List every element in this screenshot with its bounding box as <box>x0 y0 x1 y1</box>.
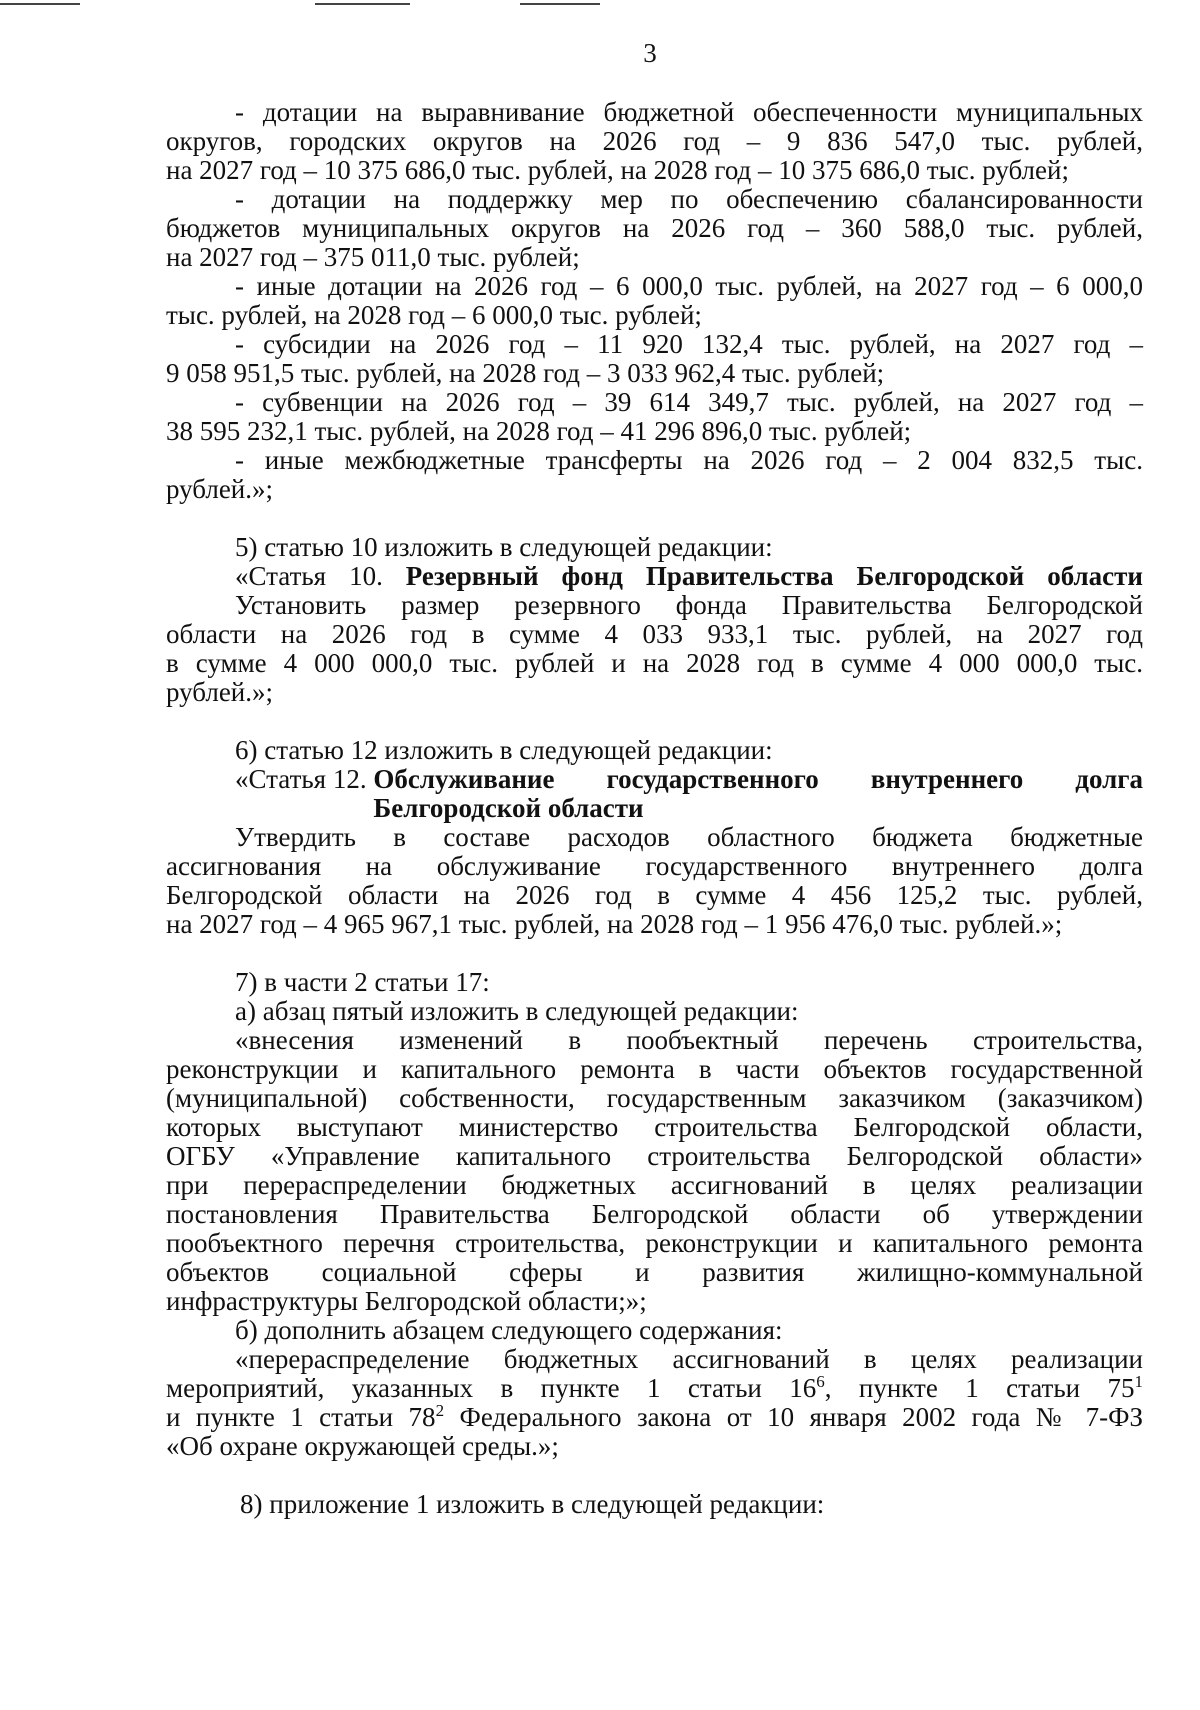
text-line: - иные межбюджетные трансферты на 2026 год – 2 004 832,5 тыс. <box>235 445 1143 475</box>
text-line: инфраструктуры Белгородской области;»; <box>166 1286 647 1316</box>
article-12-heading <box>166 765 1143 823</box>
text-line: которых выступают министерство строительства Белгородской области, <box>166 1112 1143 1142</box>
text-line: на 2027 год – 375 011,0 тыс. рублей; <box>166 242 580 272</box>
text-line: 9 058 951,5 тыс. рублей, на 2028 год – 3 033 962,4 тыс. рублей; <box>166 358 885 388</box>
paragraph-gap <box>166 1461 1143 1490</box>
text-line: 38 595 232,1 тыс. рублей, на 2028 год – 41 296 896,0 тыс. рублей; <box>166 416 912 446</box>
text-line: округов, городских округов на 2026 год – 9 836 547,0 тыс. рублей, <box>166 126 1143 156</box>
scan-edge-line <box>520 3 600 5</box>
scan-edge-line <box>0 3 80 5</box>
text-line: «Об охране окружающей среды.»; <box>166 1431 559 1461</box>
article-10-heading <box>166 562 1143 591</box>
text-line: «внесения изменений в пообъектный перечень строительства, <box>235 1025 1143 1055</box>
superscript: 6 <box>816 1372 825 1391</box>
scan-edge-line <box>315 3 410 5</box>
text-line: Утвердить в составе расходов областного бюджета бюджетные <box>235 822 1143 852</box>
amendment-item-6: 6) статью 12 изложить в следующей редакции: <box>235 735 773 765</box>
amendment-item-5: 5) статью 10 изложить в следующей редакции: <box>235 532 773 562</box>
paragraph-gap <box>166 504 1143 533</box>
text-line: на 2027 год – 10 375 686,0 тыс. рублей, на 2028 год – 10 375 686,0 тыс. рублей; <box>166 155 1069 185</box>
paragraph-gap <box>166 939 1143 968</box>
text-line-with-superscript <box>166 1403 1143 1432</box>
document-body <box>166 98 1143 1519</box>
superscript: 1 <box>1134 1372 1143 1391</box>
text-fragment: , пункте 1 статьи 75 <box>824 1373 1135 1403</box>
amendment-item-7a: а) абзац пятый изложить в следующей редакции: <box>235 996 799 1026</box>
text-line-with-superscripts <box>166 1374 1143 1403</box>
text-line: - субвенции на 2026 год – 39 614 349,7 тыс. рублей, на 2027 год – <box>235 387 1143 417</box>
article-12-title-line: Обслуживание государственного внутреннего долга <box>373 764 1143 794</box>
text-line: на 2027 год – 4 965 967,1 тыс. рублей, на 2028 год – 1 956 476,0 тыс. рублей.»; <box>166 909 1063 939</box>
text-line: бюджетов муниципальных округов на 2026 год – 360 588,0 тыс. рублей, <box>166 213 1143 243</box>
paragraph-gap <box>166 707 1143 736</box>
text-line: реконструкции и капитального ремонта в части объектов государственной <box>166 1054 1143 1084</box>
text-line: - дотации на выравнивание бюджетной обеспеченности муниципальных <box>235 97 1143 127</box>
text-line: при перераспределении бюджетных ассигнований в целях реализации <box>166 1170 1143 1200</box>
article-12-title <box>373 765 1143 823</box>
amendment-item-7b: б) дополнить абзацем следующего содержания: <box>235 1315 783 1345</box>
amendment-item-7: 7) в части 2 статьи 17: <box>235 967 490 997</box>
text-line: постановления Правительства Белгородской области об утверждении <box>166 1199 1143 1229</box>
text-line: Белгородской области на 2026 год в сумме 4 456 125,2 тыс. рублей, <box>166 880 1143 910</box>
text-line: объектов социальной сферы и развития жилищно-коммунальной <box>166 1257 1143 1287</box>
text-fragment: мероприятий, указанных в пункте 1 статьи 16 <box>166 1373 817 1403</box>
superscript: 2 <box>435 1401 445 1420</box>
text-fragment: и пункте 1 статьи 78 <box>166 1402 436 1432</box>
text-line: в сумме 4 000 000,0 тыс. рублей и на 2028 год в сумме 4 000 000,0 тыс. <box>166 648 1143 678</box>
text-line: области на 2026 год в сумме 4 033 933,1 тыс. рублей, на 2027 год <box>166 619 1143 649</box>
page-number: 3 <box>643 38 657 68</box>
article-10-title: Резервный фонд Правительства Белгородской области <box>405 561 1143 591</box>
text-line: рублей.»; <box>166 474 274 504</box>
text-line: пообъектного перечня строительства, реконструкции и капитального ремонта <box>166 1228 1143 1258</box>
text-line: ассигнования на обслуживание государственного внутреннего долга <box>166 851 1143 881</box>
text-line: ОГБУ «Управление капитального строительства Белгородской области» <box>166 1141 1143 1171</box>
text-line: Установить размер резервного фонда Правительства Белгородской <box>235 590 1143 620</box>
article-10-prefix: «Статья 10. <box>235 561 406 591</box>
text-line: тыс. рублей, на 2028 год – 6 000,0 тыс. рублей; <box>166 300 702 330</box>
text-line: «перераспределение бюджетных ассигнований в целях реализации <box>235 1344 1143 1374</box>
article-12-title-line: Белгородской области <box>373 793 644 823</box>
text-line: - иные дотации на 2026 год – 6 000,0 тыс. рублей, на 2027 год – 6 000,0 <box>235 271 1143 301</box>
text-line: (муниципальной) собственности, государственным заказчиком (заказчиком) <box>166 1083 1143 1113</box>
text-line: - дотации на поддержку мер по обеспечению сбалансированности <box>235 184 1143 214</box>
text-line: рублей.»; <box>166 677 274 707</box>
text-fragment: Федерального закона от 10 января 2002 года № 7-ФЗ <box>444 1402 1143 1432</box>
text-line: - субсидии на 2026 год – 11 920 132,4 тыс. рублей, на 2027 год – <box>235 329 1143 359</box>
article-12-prefix: «Статья 12. <box>235 764 374 794</box>
amendment-item-8: 8) приложение 1 изложить в следующей редакции: <box>240 1489 825 1519</box>
